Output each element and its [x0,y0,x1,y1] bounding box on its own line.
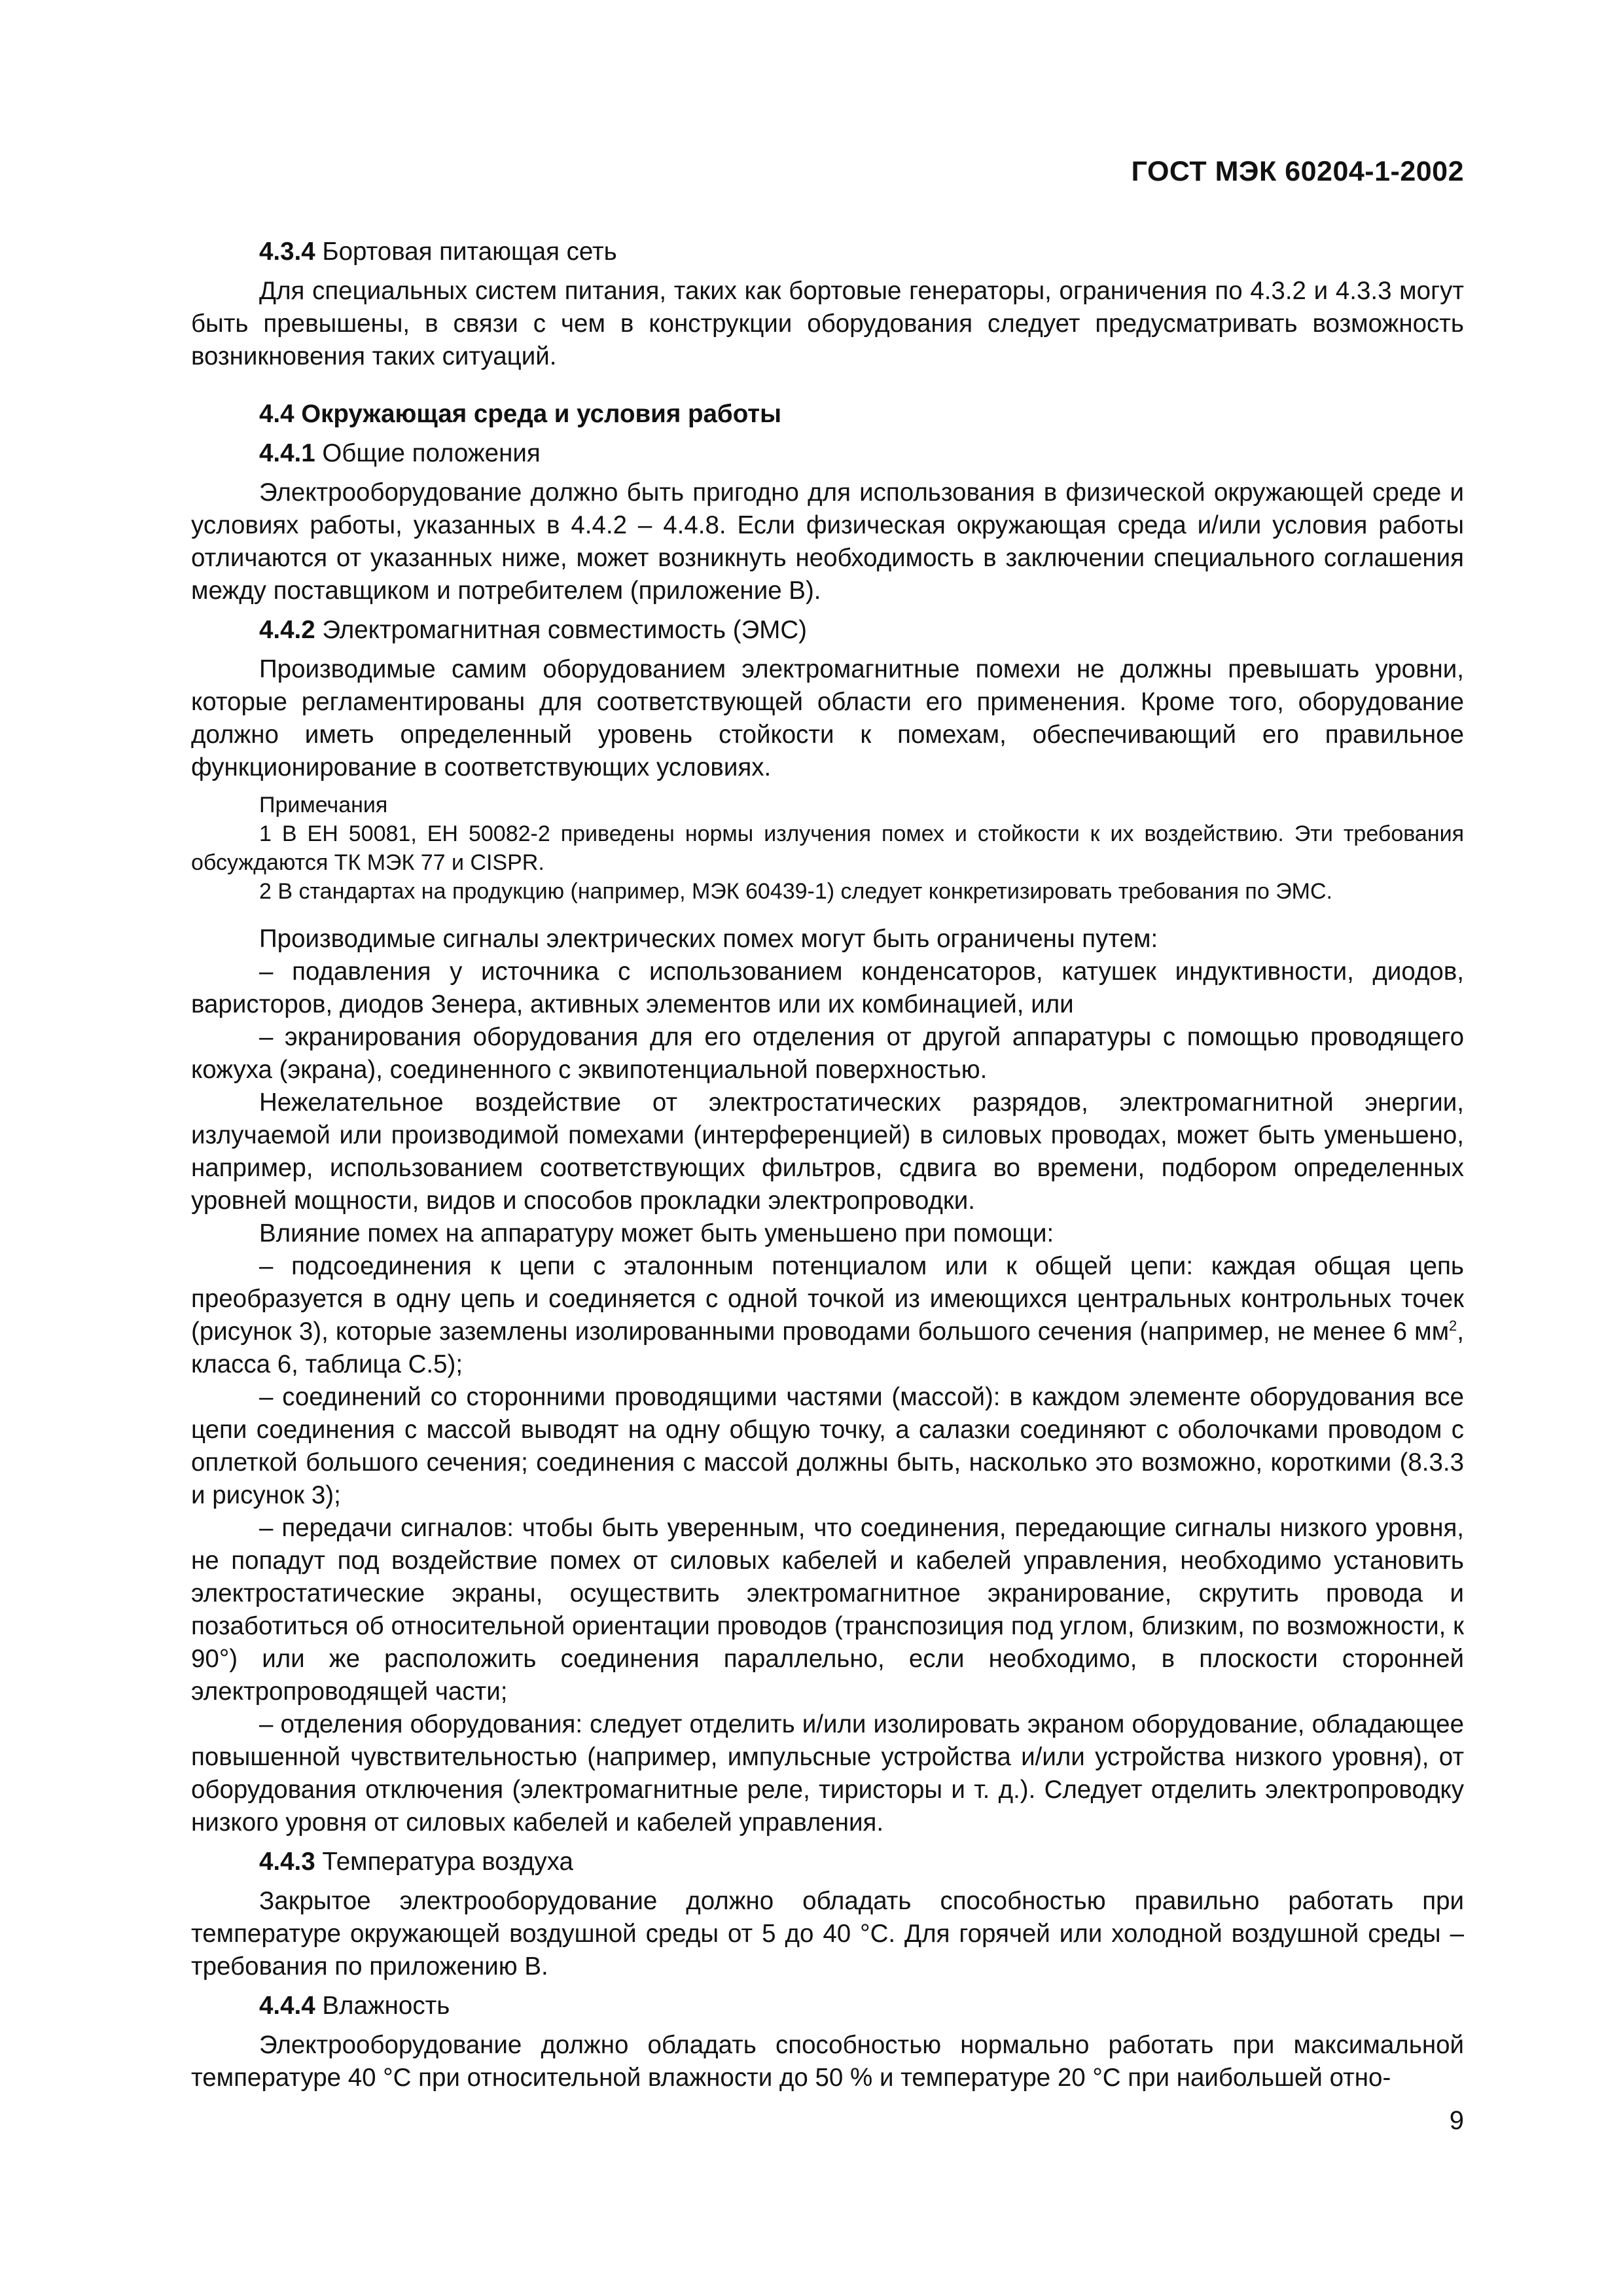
clause-number: 4.3.4 [259,238,315,266]
heading-4-4-3 [191,1846,1464,1878]
list-item: – подавления у источника с использованием конденсаторов, катушек индуктивности, диодов, варисторов, диодов Зенера, активных элементов или их комбинацией, или [191,958,1464,1018]
paragraph: Электрооборудование должно быть пригодно для использования в физической окружающей среде и условиях работы, указанных в 4.4.2 – 4.4.8. Если физическая окружающая среда и/или условия работы отличаются от указанных ниже, может возникнуть необходимость в заключении специального соглашения между поставщиком и потребителем (приложение В). [191,478,1464,605]
paragraph: Нежелательное воздействие от электростатических разрядов, электромагнитной энергии, излучаемой или производимой помехами (интерференцией) в силовых проводах, может быть уменьшено, например, использованием соответствующих фильтров, сдвига во времени, подбором определенных уровней мощности, видов и способов прокладки электропроводки. [191,1088,1464,1215]
clause-title: Температура воздуха [315,1848,573,1876]
paragraph: Производимые самим оборудованием электромагнитные помехи не должны превышать уровни, которые регламентированы для соответствующей области его применения. Кроме того, оборудование должно иметь определенный уровень стойкости к помехам, обеспечивающий его правильное функционирование в соответствующих условиях. [191,655,1464,781]
page-content [191,236,1464,2094]
list-item: – экранирования оборудования для его отделения от другой аппаратуры с помощью проводящего кожуха (экрана), соединенного с эквипотенциальной поверхностью. [191,1023,1464,1084]
clause-title: Электромагнитная совместимость (ЭМС) [315,616,807,644]
clause-number: 4.4.3 [259,1848,315,1876]
paragraph: Электрооборудование должно обладать способностью нормально работать при максимальной температуре 40 °С при относительной влажности до 50 % и температуре 20 °С при наибольшей отно- [191,2031,1464,2092]
paragraph: Закрытое электрооборудование должно обладать способностью правильно работать при температуре окружающей воздушной среды от 5 до 40 °С. Для горячей или холодной воздушной среды – требования по приложению В. [191,1887,1464,1981]
heading-4-4-2 [191,614,1464,647]
notes-title: Примечания [259,793,388,817]
list-item-text: – подсоединения к цепи с эталонным потенциалом или к общей цепи: каждая общая цепь преобразуется в одну цепь и соединяется с одной точкой из имеющихся центральных контрольных точек (рисунок 3), которые заземлены изолированными проводами большого сечения (например, не менее 6 мм [191,1252,1464,1346]
heading-4-4-4 [191,1990,1464,2022]
clause-title: Бортовая питающая сеть [315,238,617,266]
paragraph: Влияние помех на аппаратуру может быть уменьшено при помощи: [259,1219,1054,1247]
clause-number: 4.4.2 [259,616,315,644]
clause-number: 4.4.4 [259,1992,315,2020]
clause-title: Влажность [315,1992,450,2020]
list-item: – передачи сигналов: чтобы быть уверенным, что соединения, передающие сигналы низкого уровня, не попадут под воздействие помех от силовых кабелей и кабелей управления, необходимо установить электростатические экраны, осуществить электромагнитное экранирование, скрутить провода и позаботиться об относительной ориентации проводов (транспозиция под углом, близким, по возможности, к 90°) или же расположить соединения параллельно, если необходимо, в плоскости сторонней электропроводящей части; [191,1514,1464,1706]
heading-4-4-1 [191,437,1464,470]
notes-block [191,791,1464,906]
list-item [191,1250,1464,1381]
note-2: 2 В стандартах на продукцию (например, МЭК 60439-1) следует конкретизировать требования по ЭМС. [259,879,1332,904]
superscript: 2 [1449,1318,1457,1335]
heading-4-3-4 [191,236,1464,268]
clause-title: Общие положения [315,439,541,467]
document-code: ГОСТ МЭК 60204-1-2002 [1131,156,1464,187]
paragraph: Производимые сигналы электрических помех могут быть ограничены путем: [259,925,1158,953]
list-item-text: , класса 6, таблица С.5); [191,1318,1464,1378]
list-item: – соединений со сторонними проводящими частями (массой): в каждом элементе оборудования все цепи соединения с массой выводят на одну общую точку, а салазки соединяют с оболочками проводом с оплеткой большого сечения; соединения с массой должны быть, насколько это возможно, короткими (8.3.3 и рисунок 3); [191,1383,1464,1509]
list-item: – отделения оборудования: следует отделить и/или изолировать экраном оборудование, обладающее повышенной чувствительностью (например, импульсные устройства и/или устройства низкого уровня), от оборудования отключения (электромагнитные реле, тиристоры и т. д.). Следует отделить электропроводку низкого уровня от силовых кабелей и кабелей управления. [191,1710,1464,1837]
heading-4-4: 4.4 Окружающая среда и условия работы [259,400,781,428]
paragraph: Для специальных систем питания, таких как бортовые генераторы, ограничения по 4.3.2 и 4.3.3 могут быть превышены, в связи с чем в конструкции оборудования следует предусматривать возможность возникновения таких ситуаций. [191,277,1464,370]
note-1: 1 В ЕН 50081, ЕН 50082-2 приведены нормы излучения помех и стойкости к их воздействию. Эти требования обсуждаются ТК МЭК 77 и CISPR. [191,821,1464,875]
page-number: 9 [1449,2106,1464,2135]
clause-number: 4.4.1 [259,439,315,467]
